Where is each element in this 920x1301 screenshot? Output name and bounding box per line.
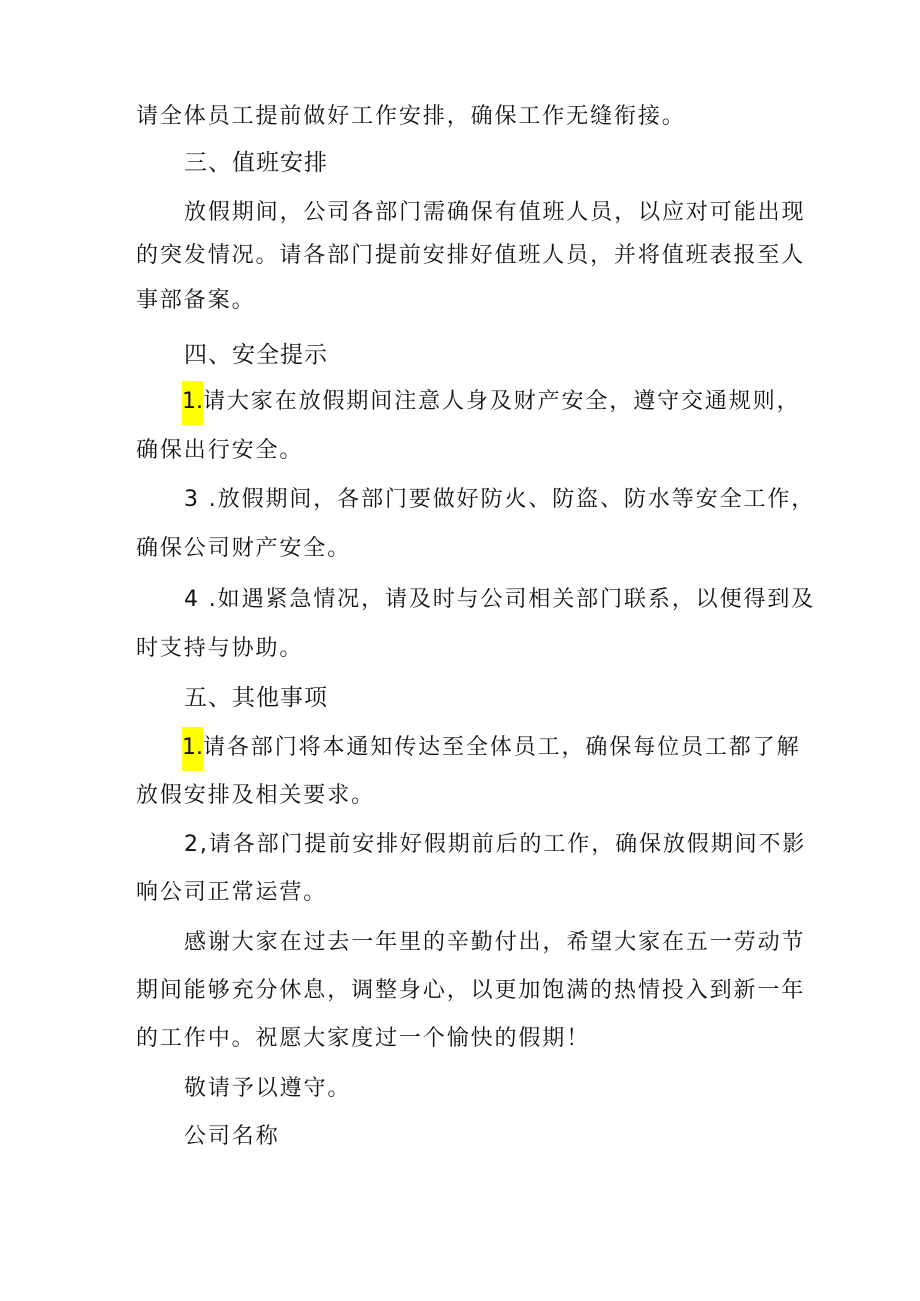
list-item (182, 733, 801, 763)
paragraph-line: 的工作中。祝愿大家度过一个愉快的假期！ (136, 1026, 591, 1051)
list-item: 2,请各部门提前安排好假期前后的工作，确保放假期间不影 (184, 832, 807, 857)
paragraph-line: 时支持与协助。 (136, 636, 304, 661)
paragraph-line: 请全体员工提前做好工作安排，确保工作无缝衔接。 (136, 104, 686, 129)
paragraph-line: 放假期间，公司各部门需确保有值班人员，以应对可能出现 (184, 200, 806, 225)
paragraph-line: 事部备案。 (136, 288, 256, 313)
list-item (182, 387, 801, 417)
section-heading-other: 五、其他事项 (184, 685, 328, 711)
paragraph-line: 感谢大家在过去一年里的辛勤付出，希望大家在五一劳动节 (184, 930, 806, 955)
paragraph-line: 期间能够充分休息，调整身心，以更加饱满的热情投入到新一年 (136, 978, 806, 1003)
paragraph-line: 确保出行安全。 (136, 438, 304, 463)
list-item: 4 .如遇紧急情况，请及时与公司相关部门联系，以便得到及 (184, 587, 816, 612)
highlighted-number: 1. (182, 381, 203, 425)
list-item-text: 请各部门将本通知传达至全体员工，确保每位员工都了解 (203, 735, 801, 760)
paragraph-line: 的突发情况。请各部门提前安排好值班人员，并将值班表报至人 (136, 243, 806, 268)
list-item-text: 请大家在放假期间注意人身及财产安全，遵守交通规则， (203, 389, 801, 414)
paragraph-line: 放假安排及相关要求。 (136, 783, 376, 808)
company-name: 公司名称 (184, 1124, 280, 1149)
highlighted-number: 1. (182, 727, 203, 771)
paragraph-line: 确保公司财产安全。 (136, 536, 352, 561)
closing-line: 敬请予以遵守。 (184, 1076, 352, 1101)
paragraph-line: 响公司正常运营。 (136, 880, 328, 905)
section-heading-safety: 四、安全提示 (184, 342, 328, 368)
list-item: 3 .放假期间，各部门要做好防火、防盗、防水等安全工作， (184, 487, 816, 512)
section-heading-duty: 三、值班安排 (184, 150, 328, 176)
